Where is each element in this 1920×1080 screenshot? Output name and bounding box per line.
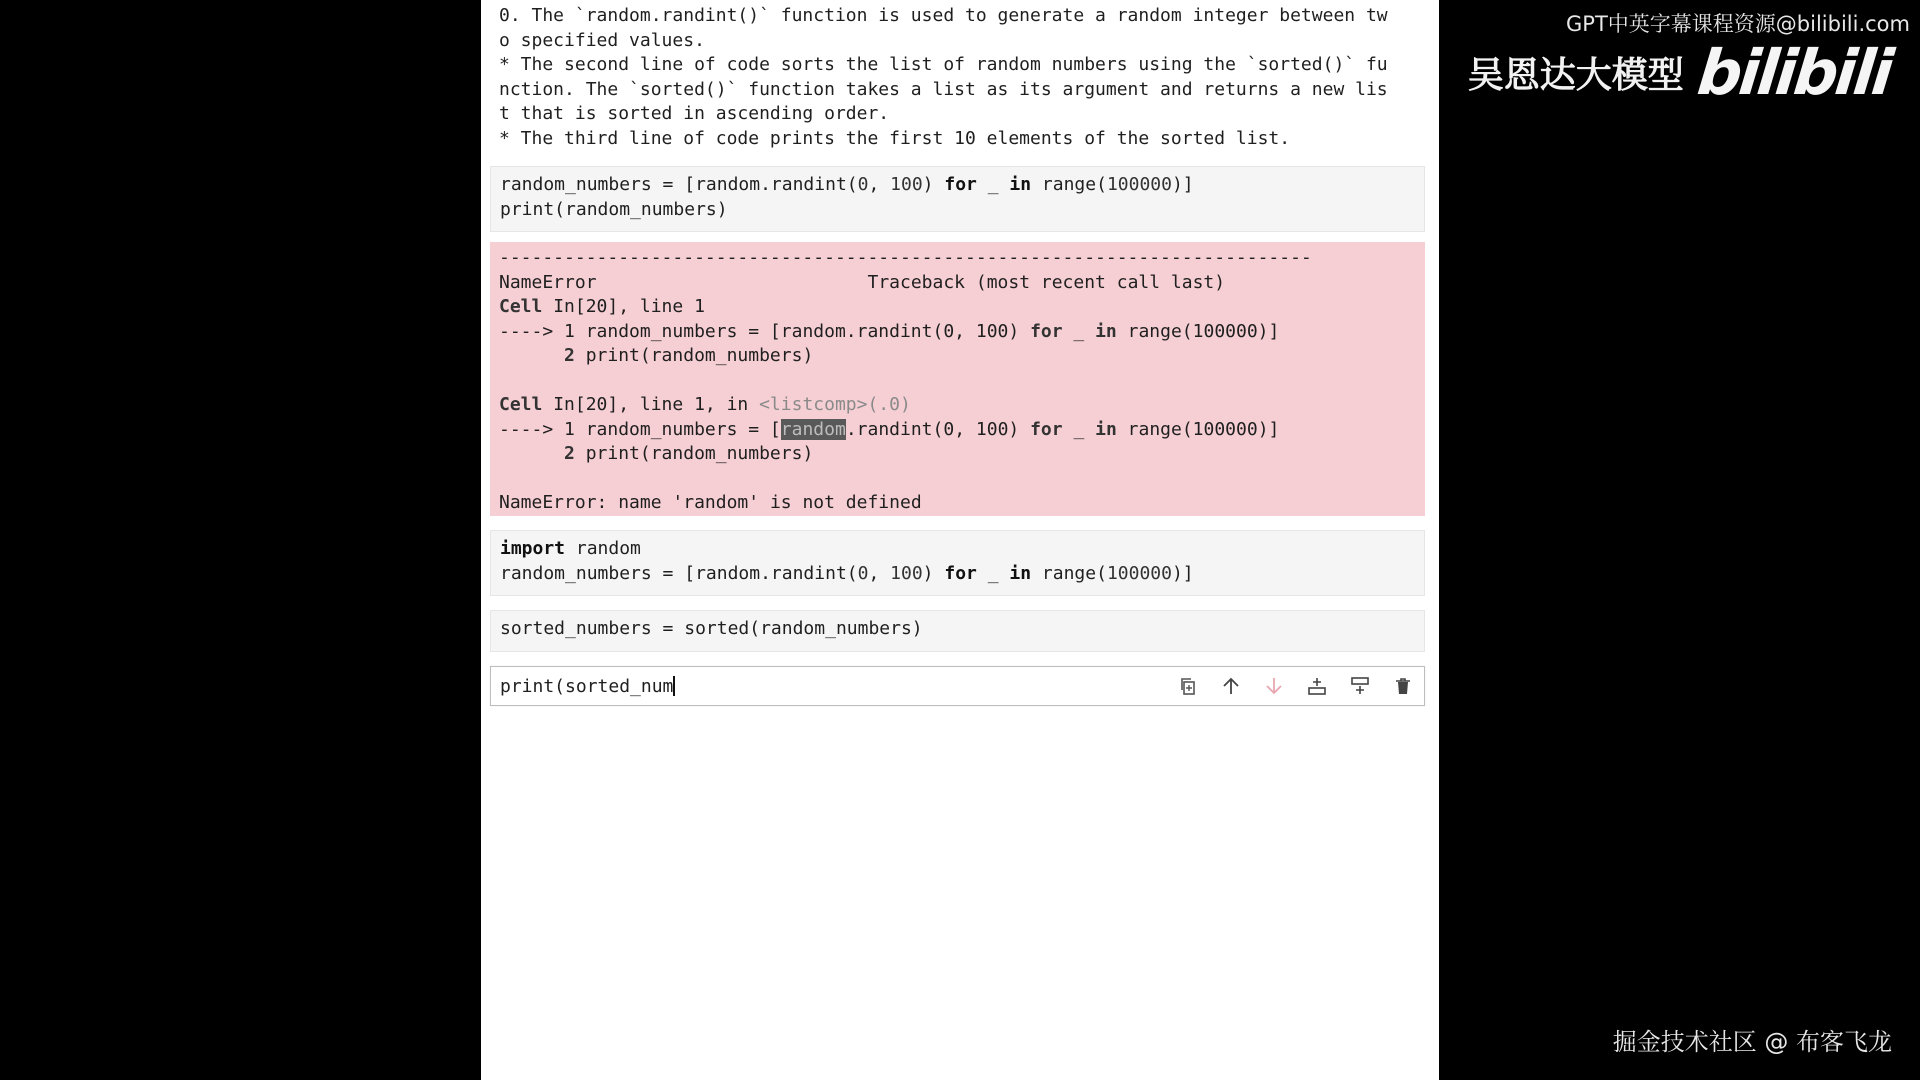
code-keyword: in [1095, 320, 1117, 342]
code-token: ) [922, 562, 945, 584]
code-number: 0 [943, 418, 955, 440]
cell-toolbar [1175, 673, 1416, 699]
code-line [500, 537, 1415, 562]
traceback-cell-label: Cell [499, 394, 554, 415]
code-number: 0 [857, 562, 869, 584]
watermark-top: GPT中英字幕课程资源@bilibili.com [1566, 12, 1910, 36]
code-token: random [565, 538, 641, 559]
md-line: t that is sorted in ascending order. [499, 103, 890, 124]
brand-title: 吴恩达大模型 [1467, 55, 1684, 96]
code-number: 100 [890, 174, 923, 195]
traceback-arrow: ----> 1 [499, 320, 586, 342]
insert-above-icon [1307, 676, 1327, 696]
error-highlight: random [780, 418, 846, 440]
code-token: print(random_numbers) [585, 443, 814, 464]
text-cursor [673, 676, 675, 696]
code-editor[interactable] [491, 167, 1424, 228]
code-line [500, 173, 1415, 198]
traceback-arrow: ----> 1 [499, 418, 586, 440]
duplicate-icon [1178, 676, 1198, 696]
arrow-down-icon [1264, 676, 1284, 696]
code-number: 100 [975, 320, 1009, 342]
error-text: : name 'random' is not defined [596, 492, 922, 513]
code-token: range( [1116, 418, 1193, 440]
code-number: 100 [975, 418, 1009, 440]
watermark-brand [1467, 36, 1894, 109]
code-token: _ [976, 562, 1010, 584]
md-line: o specified values. [499, 29, 705, 51]
error-name: NameError [499, 492, 597, 513]
notebook-page [481, 0, 1439, 1080]
traceback-line [499, 344, 1416, 369]
arrow-up-icon [1221, 676, 1241, 696]
insert-below-button[interactable] [1347, 673, 1373, 699]
code-keyword: in [1095, 418, 1117, 440]
traceback-line-number: 2 [499, 443, 586, 464]
traceback-listcomp: <listcomp>(.0) [759, 394, 911, 415]
insert-below-icon [1350, 676, 1370, 696]
traceback-cell-ref [499, 393, 1416, 418]
markdown-output [499, 4, 1429, 151]
code-token: , [954, 418, 976, 440]
blank-line [499, 369, 1416, 394]
code-token: range( [1031, 562, 1107, 584]
traceback-line-number: 2 [499, 345, 586, 366]
code-token: _ [1062, 418, 1096, 440]
watermark-bottom: 掘金技术社区 @ 布客飞龙 [1612, 1028, 1892, 1056]
code-token: )] [1257, 320, 1280, 342]
traceback-header: Traceback (most recent call last) [867, 271, 1226, 293]
code-input-text: print(sorted_num [500, 676, 674, 697]
traceback-cell-location: In[20], line 1, in [553, 394, 760, 415]
trash-icon [1393, 676, 1413, 696]
code-line: print(random_numbers) [500, 198, 728, 220]
code-number: 100000 [1106, 174, 1172, 195]
code-token: random_numbers = [random.randint( [500, 562, 858, 584]
code-token: random_numbers = [ [585, 418, 781, 440]
code-editor[interactable] [491, 611, 1424, 648]
code-line [500, 562, 1415, 587]
error-message [499, 491, 1416, 516]
code-keyword: for [944, 562, 977, 584]
code-cell-import-random[interactable] [490, 530, 1425, 596]
code-cell-active[interactable] [490, 666, 1425, 706]
error-name: NameError [499, 271, 597, 293]
traceback-line [499, 418, 1416, 443]
code-keyword: in [1009, 562, 1032, 584]
code-number: 100000 [1106, 562, 1172, 584]
code-keyword: for [1030, 418, 1063, 440]
traceback-cell-label: Cell [499, 296, 554, 317]
md-line: * The third line of code prints the first 10 elements of the sorted list. [499, 127, 1291, 149]
code-token: _ [1062, 320, 1096, 342]
duplicate-cell-button[interactable] [1175, 673, 1201, 699]
traceback-separator: --------------------------------------------------------------------------- [499, 247, 1312, 268]
code-token: random_numbers = [random.randint( [585, 320, 944, 342]
code-token: ) [1008, 320, 1031, 342]
traceback-line [499, 442, 1416, 467]
code-number: 0 [943, 320, 955, 342]
code-keyword: for [1030, 320, 1063, 342]
md-line: * The second line of code sorts the list of random numbers using the `sorted()` fu [499, 54, 1388, 75]
blank-line [499, 467, 1416, 492]
code-number: 0 [857, 174, 869, 195]
code-number: 100 [890, 562, 923, 584]
code-keyword: import [500, 538, 566, 559]
code-token: , [868, 174, 891, 195]
code-token: )] [1257, 418, 1280, 440]
code-token: ) [922, 174, 945, 195]
bilibili-logo: bilibili [1693, 36, 1894, 109]
code-token: ) [1008, 418, 1031, 440]
md-line: nction. The `sorted()` function takes a list as its argument and returns a new lis [499, 78, 1388, 100]
code-token: range( [1031, 174, 1107, 195]
code-token: range( [1116, 320, 1193, 342]
delete-cell-button[interactable] [1390, 673, 1416, 699]
insert-above-button[interactable] [1304, 673, 1330, 699]
code-token: )] [1171, 174, 1194, 195]
code-token: , [868, 562, 891, 584]
code-token: print(random_numbers) [585, 345, 814, 366]
code-number: 100000 [1192, 320, 1258, 342]
move-up-button[interactable] [1218, 673, 1244, 699]
code-token: random_numbers = [random.randint( [500, 174, 858, 195]
code-token: .randint( [845, 418, 944, 440]
code-number: 100000 [1192, 418, 1258, 440]
traceback-header-line [499, 271, 1416, 296]
code-cell-sorted[interactable] [490, 610, 1425, 652]
code-line: sorted_numbers = sorted(random_numbers) [500, 618, 923, 639]
code-token: _ [976, 174, 1010, 195]
code-token: )] [1171, 562, 1194, 584]
traceback-line [499, 320, 1416, 345]
code-editor[interactable] [491, 531, 1424, 592]
code-keyword: for [944, 174, 977, 195]
md-line: 0. The `random.randint()` function is used to generate a random integer between tw [499, 5, 1388, 26]
code-token: , [954, 320, 976, 342]
traceback-cell-ref [499, 295, 1416, 320]
code-keyword: in [1009, 174, 1032, 195]
move-down-button[interactable] [1261, 673, 1287, 699]
error-output [490, 242, 1425, 516]
traceback-cell-location: In[20], line 1 [553, 296, 705, 317]
code-cell-random-numbers[interactable] [490, 166, 1425, 232]
